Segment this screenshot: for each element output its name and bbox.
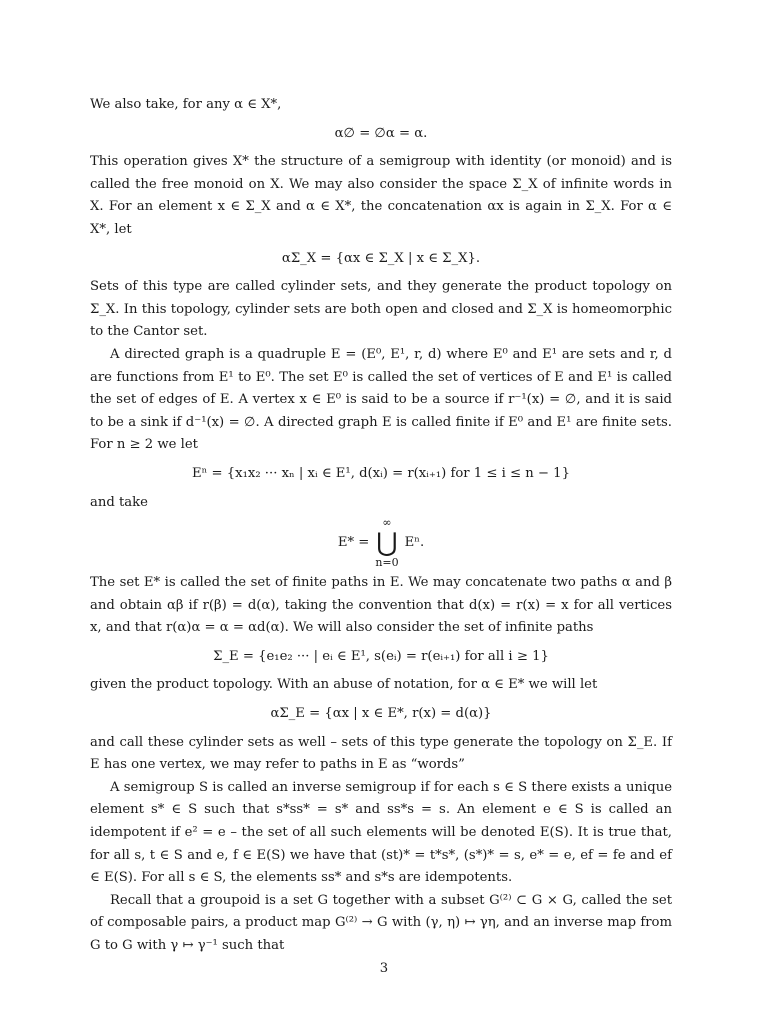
paragraph-cylinder-topology: and call these cylinder sets as well – sets of this type generate the topology on Σ_E. If E has one vertex, we may refer to paths in E as “words” — [90, 734, 672, 773]
equation-infinite-paths: Σ_E = {e₁e₂ ··· | eᵢ ∈ E¹, s(eᵢ) = r(eᵢ₊₁) for all i ≥ 1} — [213, 648, 549, 664]
paragraph-free-monoid: This operation gives X* the structure of a semigroup with identity (or monoid) and is called the free monoid on X. We may also consider the space Σ_X of infinite words in X. For an element x ∈ Σ_X and α ∈ X*, the concatenation αx is again in Σ_X. For α ∈ X*, let — [90, 154, 672, 237]
equation-path-cylinder: αΣ_E = {αx | x ∈ E*, r(x) = d(α)} — [270, 706, 492, 722]
union-rhs: Eⁿ. — [404, 535, 425, 551]
union-lhs: E* = — [337, 535, 370, 551]
union-lower-limit: n=0 — [375, 556, 399, 570]
paragraph-product-topology: given the product topology. With an abuse of notation, for α ∈ E* we will let — [90, 677, 598, 693]
paragraph-intro: We also take, for any α ∈ X*, — [90, 97, 282, 112]
paragraph-finite-paths: The set E* is called the set of finite paths in E. We may concatenate two paths α and β and obtain αβ if r(β) = d(α), taking the convention that d(x) = r(x) = x for all vertices x, and that r(α)α = α = αd(α). We will also consider the set of infinite paths — [90, 575, 672, 636]
equation-monoid-identity: α∅ = ∅α = α. — [334, 125, 428, 141]
union-symbol-icon: ⋃ — [376, 528, 398, 559]
paragraph-cylinder-sets: Sets of this type are called cylinder sets, and they generate the product topology on Σ_X. In this topology, cylinder sets are both open and closed and Σ_X is homeomorphic to the Cantor set. — [90, 279, 672, 340]
union-operator — [375, 516, 398, 570]
page-number: 3 — [379, 961, 389, 976]
paragraph-groupoid: Recall that a groupoid is a set G together with a subset G⁽²⁾ ⊂ G × G, called the set of composable pairs, a product map G⁽²⁾ → G with (γ, η) ↦ γη, and an inverse map from G to G with γ ↦ γ⁻¹ such that — [90, 892, 672, 953]
union-upper-limit: ∞ — [382, 516, 392, 530]
equation-cylinder-set: αΣ_X = {αx ∈ Σ_X | x ∈ Σ_X}. — [281, 250, 481, 266]
equation-finite-paths-union — [90, 516, 672, 570]
paragraph-inverse-semigroup: A semigroup S is called an inverse semigroup if for each s ∈ S there exists a unique element s* ∈ S such that s*ss* = s* and ss*s = s. An element e ∈ S is called an idempotent if e² = e – the set of all such elements will be denoted E(S). It is true that, for all s, t ∈ S and e, f ∈ E(S) we have that (st)* = t*s*, (s*)* = s, e* = e, ef = fe and ef ∈ E(S). For all s ∈ S, the elements ss* and s*s are idempotents. — [90, 779, 672, 886]
equation-paths-length-n: Eⁿ = {x₁x₂ ··· xₙ | xᵢ ∈ E¹, d(xᵢ) = r(xᵢ₊₁) for 1 ≤ i ≤ n − 1} — [192, 465, 570, 481]
paragraph-directed-graph: A directed graph is a quadruple E = (E⁰, E¹, r, d) where E⁰ and E¹ are sets and r, d are functions from E¹ to E⁰. The set E⁰ is called the set of vertices of E and E¹ is called the set of edges of E. A vertex x ∈ E⁰ is said to be a source if r⁻¹(x) = ∅, and it is said to be a sink if d⁻¹(x) = ∅. A directed graph E is called finite if E⁰ and E¹ are finite sets. For n ≥ 2 we let — [90, 346, 672, 453]
paragraph-and-take: and take — [90, 494, 148, 510]
